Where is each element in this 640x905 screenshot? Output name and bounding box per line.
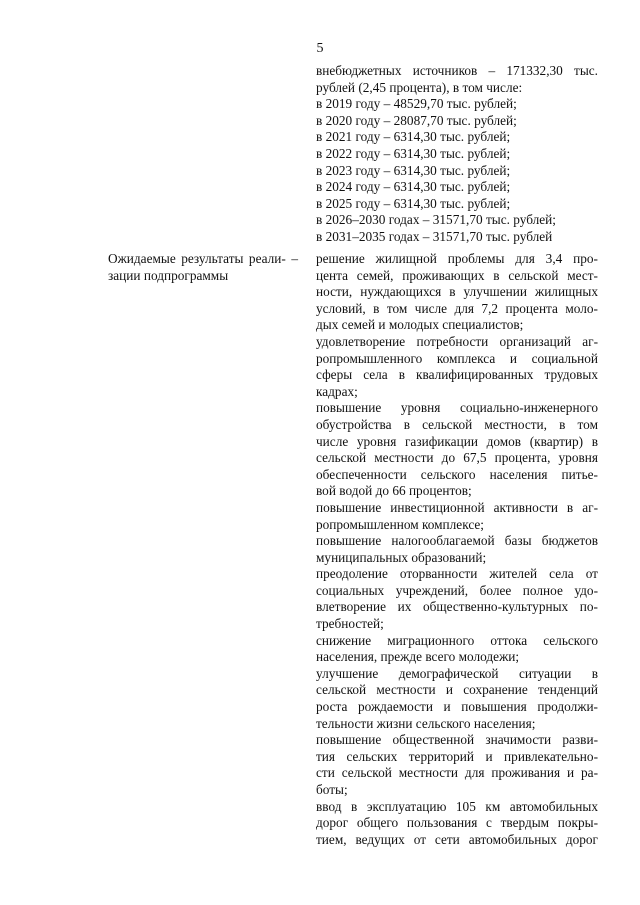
results-line: решение жилищной проблемы для 3,4 про- — [316, 251, 598, 266]
funding-line: в 2025 году – 6314,30 тыс. рублей; — [316, 195, 511, 211]
funding-line: рублей (2,45 процента), в том числе: — [316, 79, 523, 95]
results-line: условий, в том числе для 7,2 процента моло- — [316, 300, 598, 316]
results-line: повышение общественной значимости разви- — [316, 732, 598, 748]
funding-line: в 2024 году – 6314,30 тыс. рублей; — [316, 179, 511, 195]
results-line: ввод в эксплуатацию 105 км автомобильных — [316, 798, 598, 814]
funding-line: внебюджетных источников – 171332,30 тыс. — [316, 63, 598, 78]
funding-line: в 2019 году – 48529,70 тыс. рублей; — [316, 96, 517, 112]
expected-results-text — [316, 251, 598, 848]
results-line: сти сельской местности для проживания и ра- — [316, 765, 598, 781]
results-line: социальных учреждений, более полное удо- — [316, 582, 598, 598]
results-line: цента семей, проживающих в сельской мест- — [316, 267, 598, 283]
results-line: удовлетворение потребности организаций аг- — [316, 333, 598, 349]
funding-line: в 2026–2030 годах – 31571,70 тыс. рублей; — [316, 212, 556, 228]
results-line: дорог общего пользования с твердым покры- — [316, 815, 598, 831]
results-line: дых семей и молодых специалистов; — [316, 317, 524, 333]
funding-line: в 2023 году – 6314,30 тыс. рублей; — [316, 162, 511, 178]
results-line: вой водой до 66 процентов; — [316, 483, 472, 499]
label-line: зации подпрограммы — [108, 267, 229, 283]
results-line: требностей; — [316, 616, 384, 632]
results-line: преодоление оторванности жителей села от — [316, 566, 598, 582]
results-line: числе уровня газификации домов (квартир) в — [316, 433, 598, 449]
results-line: тельности жизни сельского населения; — [316, 715, 536, 731]
funding-line: в 2031–2035 годах – 31571,70 тыс. рублей — [316, 228, 553, 244]
results-line: сферы села в квалифицированных трудовых — [316, 367, 598, 383]
results-line: роста рождаемости и повышения продолжи- — [316, 699, 598, 715]
results-line: обеспеченности сельского населения питье- — [316, 466, 598, 482]
label-line: Ожидаемые результаты реали- – — [108, 251, 298, 266]
results-line: улучшение демографической ситуации в — [316, 665, 598, 681]
results-line: ности, нуждающихся в улучшении жилищных — [316, 284, 598, 300]
results-line: влетворение их общественно-культурных по- — [316, 599, 598, 615]
results-line: сельской местности и сохранение тенденций — [316, 682, 598, 698]
funding-line: в 2022 году – 6314,30 тыс. рублей; — [316, 145, 511, 161]
results-line: тия сельских территорий и привлекательно- — [316, 748, 598, 764]
results-line: повышение инвестиционной активности в аг- — [316, 499, 598, 515]
results-line: сельской местности до 67,5 процента, уровня — [316, 450, 598, 466]
results-line: повышение уровня социально-инженерного — [316, 400, 598, 416]
expected-results-label — [108, 251, 298, 284]
funding-line: в 2021 году – 6314,30 тыс. рублей; — [316, 129, 511, 145]
results-line: муниципальных образований; — [316, 549, 487, 565]
funding-line: в 2020 году – 28087,70 тыс. рублей; — [316, 112, 517, 128]
results-line: ропромышленном комплексе; — [316, 516, 484, 532]
results-line: боты; — [316, 782, 348, 797]
results-line: тием, ведущих от сети автомобильных дорог — [316, 831, 598, 847]
results-line: кадрах; — [316, 383, 358, 399]
page-number: 5 — [316, 41, 324, 56]
results-line: населения, прежде всего молодежи; — [316, 649, 520, 665]
results-line: обустройства в сельской местности, в том — [316, 416, 598, 432]
results-line: ропромышленного комплекса и социальной — [316, 350, 598, 366]
results-line: снижение миграционного оттока сельского — [316, 632, 598, 648]
funding-sources-text — [316, 63, 598, 246]
results-line: повышение налогооблагаемой базы бюджетов — [316, 533, 598, 549]
